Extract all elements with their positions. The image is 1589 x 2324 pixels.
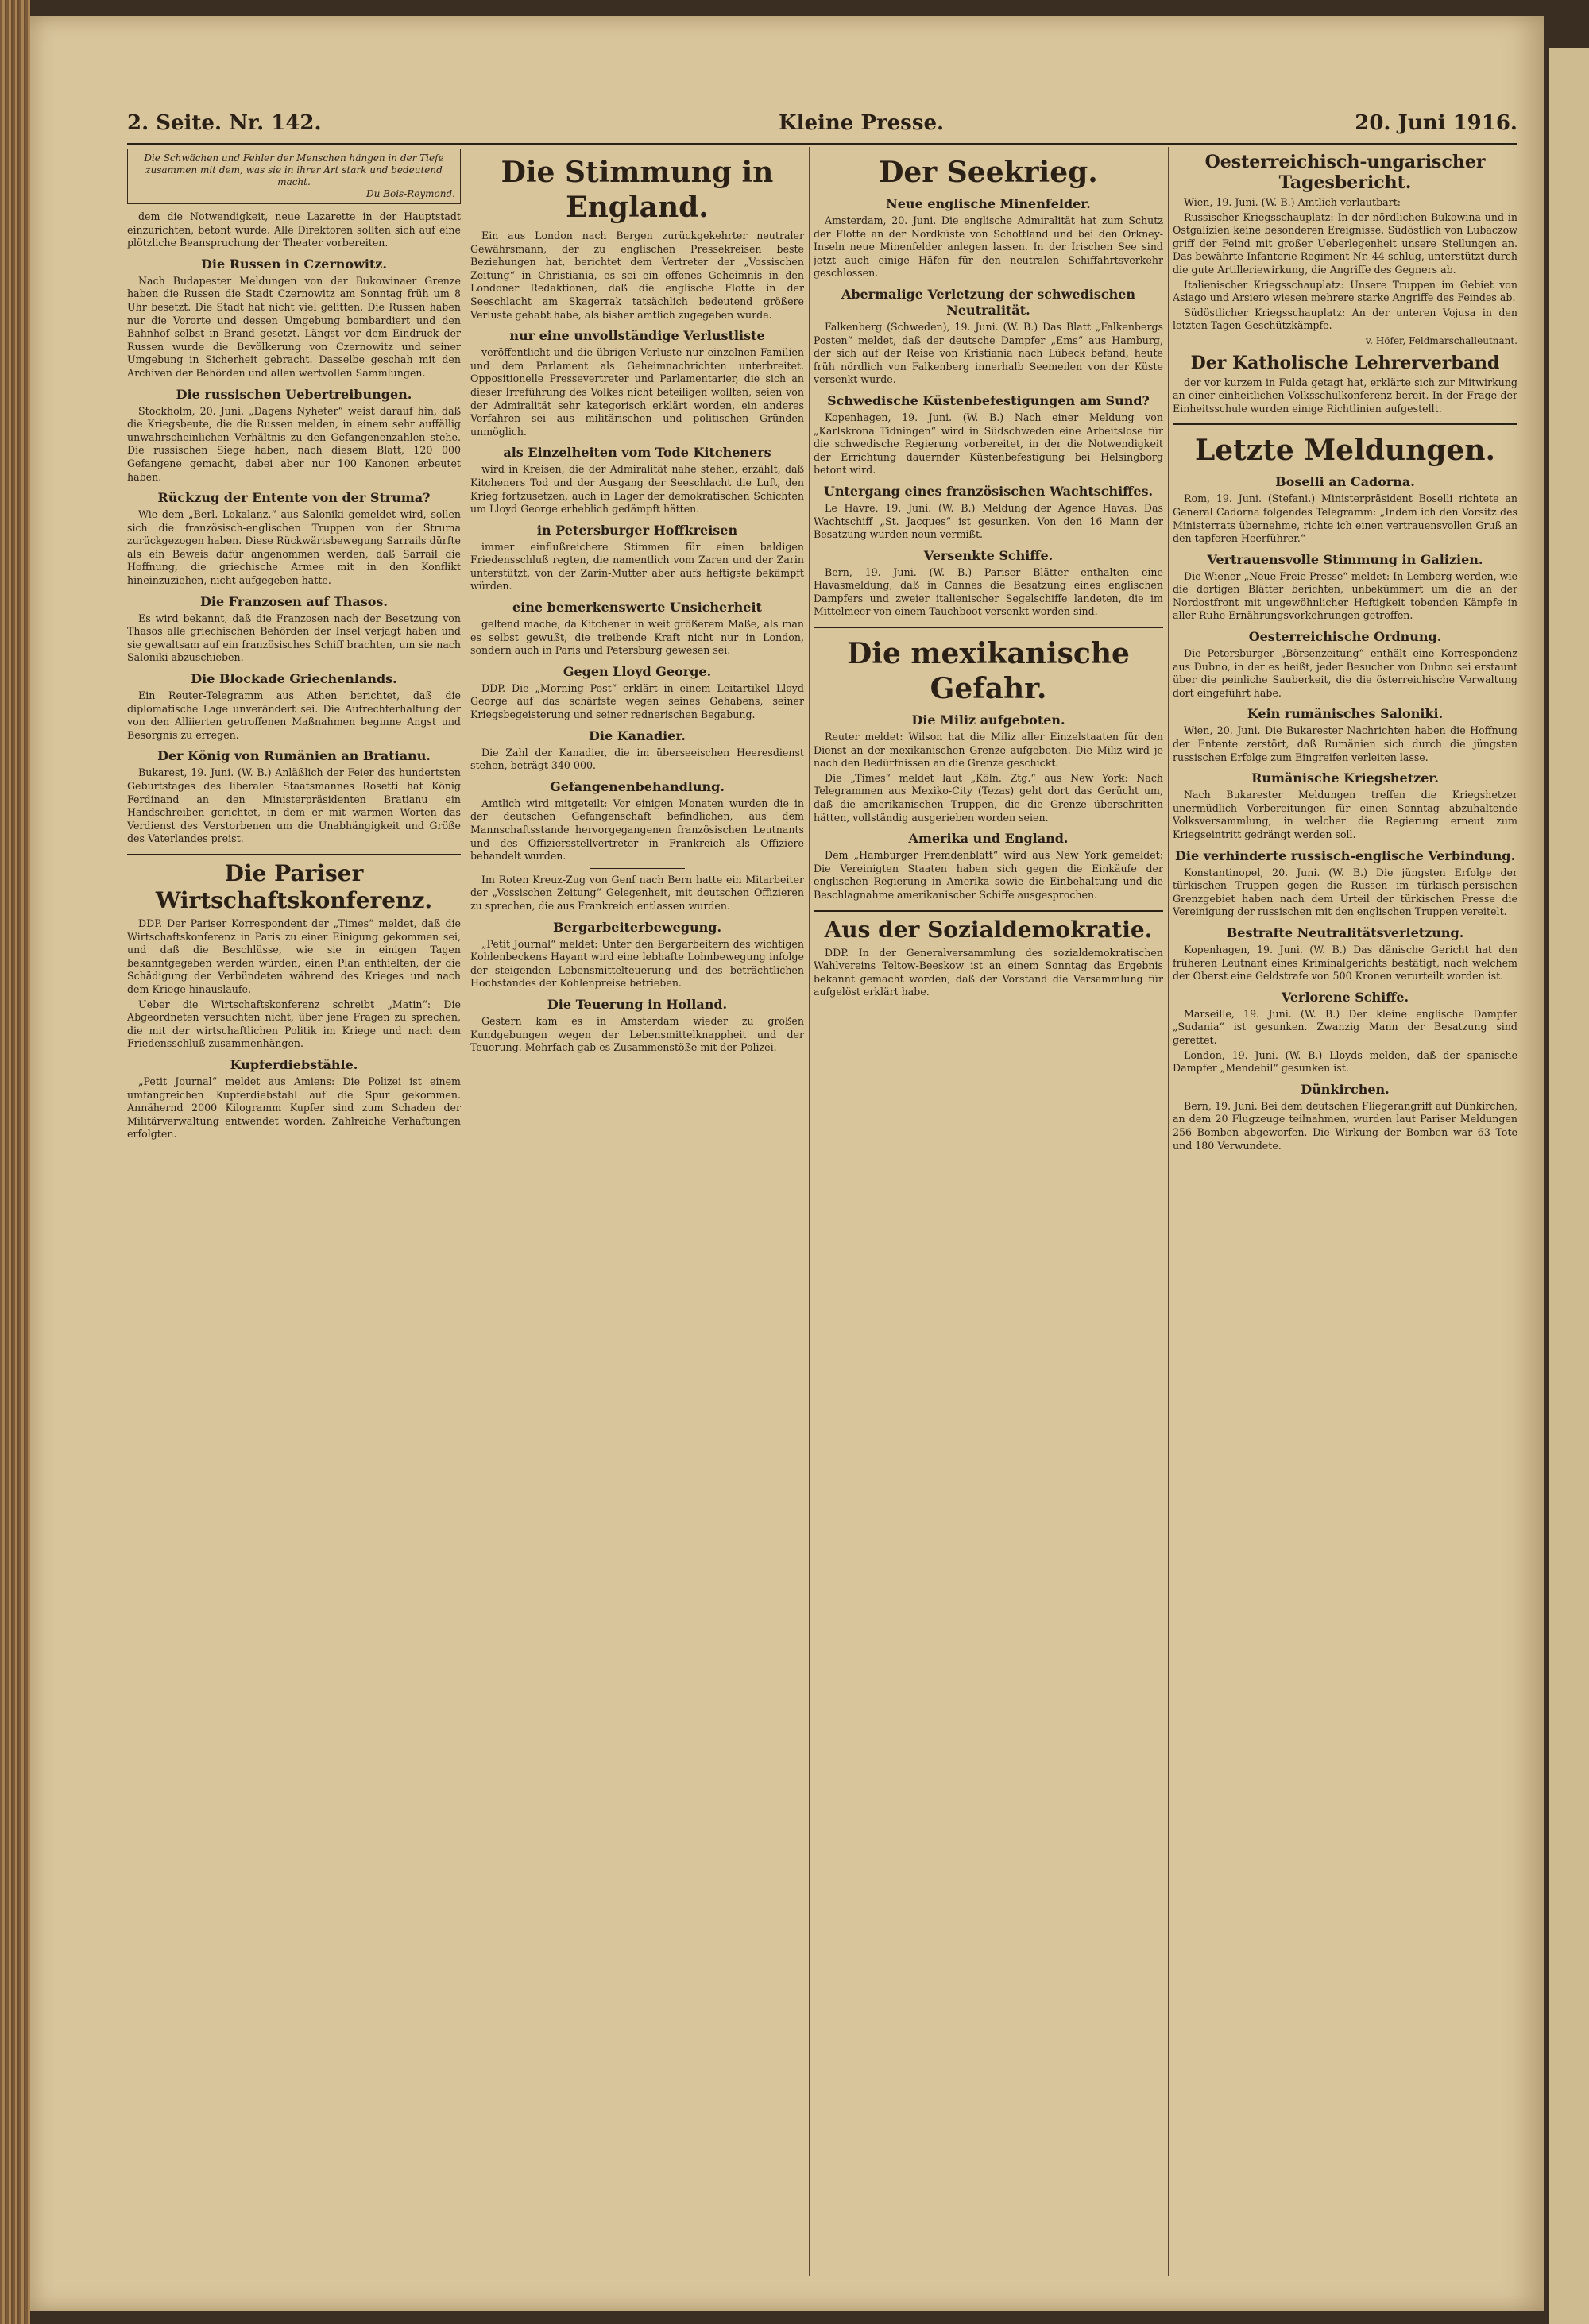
article-heading: Die Russen in Czernowitz. <box>201 256 387 272</box>
article-text: Le Havre, 19. Juni. (W. B.) Meldung der Agence Havas. Das Wachtschiff „St. Jacques“ ist gesunken. Von den 16 Mann der Besatzung wurden neun vermißt. <box>814 501 1163 541</box>
article-text: der vor kurzem in Fulda getagt hat, erklärte sich zur Mitwirkung an einer einheitlichen Volksschulkonferenz bereit. In der Frage der Einheitsschule wurden einige Richtlinien aufgestellt. <box>1173 376 1517 415</box>
article-heading: Bestrafte Neutralitätsverletzung. <box>1226 925 1464 940</box>
article-text: DDP. Die „Morning Post“ erklärt in einem Leitartikel Lloyd George auf das schärfste wegen seines Gehabens, seiner Kriegsbegeisterung und seiner rednerischen Begabung. <box>470 681 804 721</box>
column-rule <box>809 147 810 2276</box>
article-heading: Die Pariser Wirtschaftskonferenz. <box>155 859 433 913</box>
article-text: dem die Notwendigkeit, neue Lazarette in der Hauptstadt einzurichten, betont wurde. Alle Direktoren sollten sich auf eine plötzliche Beanspruchung der Theater vorbereiten. <box>127 210 461 249</box>
article-heading: Der König von Rumänien an Bratianu. <box>157 748 431 764</box>
motto-box <box>127 149 461 204</box>
article-text: Ein Reuter-Telegramm aus Athen berichtet, daß die diplomatische Lage unverändert sei. Die Aufrechterhaltung der von den Alliierten getroffenen Maßnahmen beginne Angst und Besorgnis zu erregen. <box>127 689 461 741</box>
article-subheading: in Petersburger Hoffkreisen <box>536 522 738 538</box>
masthead: Kleine Presse. <box>779 111 945 135</box>
article-text: veröffentlicht und die übrigen Verluste nur einzelnen Familien und dem Parlament als Geheimnachrichten unterbreitet. Oppositionelle Pressevertreter und Parlamentarier, die sich an dieser Irreführung des Volkes nicht beteiligen wollten, seien von der Admiralität sehr kategorisch erklärt worden, ein anderes Verfahren sei aus militärischen und politischen Gründen unmöglich. <box>470 346 804 438</box>
article-heading: Oesterreichische Ordnung. <box>1248 629 1442 645</box>
article-text: Im Roten Kreuz-Zug von Genf nach Bern hatte ein Mitarbeiter der „Vossischen Zeitung“ Gelegenheit, mit deutschen Offizieren zu sprechen, die aus Frankreich entlassen wurden. <box>470 873 804 912</box>
article-heading: Oesterreichisch-ungarischer Tagesbericht. <box>1204 152 1486 193</box>
article-text: Gestern kam es in Amsterdam wieder zu großen Kundgebungen wegen der Lebensmittelknappheit und der Teuerung. Mehrfach gab es Zusammenstöße mit der Polizei. <box>470 1014 804 1054</box>
divider <box>1173 423 1517 425</box>
article-text: Nach Bukarester Meldungen treffen die Kriegshetzer unermüdlich Vorbereitungen für einen Sonntag abzuhaltende Volksversammlung, in welcher die Regierung erneut zum Kriegseintritt gedrängt werden soll. <box>1173 789 1517 840</box>
article-heading: Verlorene Schiffe. <box>1281 989 1409 1005</box>
article-text: Kopenhagen, 19. Juni. (W. B.) Nach einer Meldung von „Karlskrona Tidningen“ wird in Südschweden eine Arbeitslose für die schwedische Regierung vorbereitet, in der die Notwendigkeit der Errichtung dauernder Küstenbefestigung bei Helsingborg betont wird. <box>814 411 1163 477</box>
article-heading: Gegen Lloyd George. <box>563 663 712 679</box>
article-text: Die Zahl der Kanadier, die im überseeischen Heeresdienst stehen, beträgt 340 000. <box>470 746 804 772</box>
article-text: Konstantinopel, 20. Juni. (W. B.) Die jüngsten Erfolge der türkischen Truppen gegen die Russen im türkisch-persischen Grenzgebiet haben nach dem Urteil der türkischen Presse die Vereinigung der russischen mit den englischen Truppen vereitelt. <box>1173 866 1517 918</box>
next-page-edge <box>1549 48 1589 2324</box>
article-text: Die Wiener „Neue Freie Presse“ meldet: In Lemberg werden, wie die dortigen Blätter berichten, unbekümmert um die an der Nordostfront mit ungewöhnlicher Heftigkeit tobenden Kämpfe in aller Ruhe Ernährungsvorkehrungen getroffen. <box>1173 569 1517 622</box>
column-3 <box>814 147 1163 2283</box>
book-spine <box>0 0 30 2324</box>
section-heading: Letzte Meldungen. <box>1194 434 1496 468</box>
divider <box>814 910 1163 912</box>
article-heading: Amerika und England. <box>908 831 1069 847</box>
divider <box>590 868 685 869</box>
article-heading: Abermalige Verletzung der schwedischen Neutralität. <box>841 286 1136 318</box>
article-heading: Der Seekrieg. <box>879 156 1098 189</box>
article-text: Ein aus London nach Bergen zurückgekehrter neutraler Gewährsmann, der zu englischen Pressekreisen beste Beziehungen hat, berichtet dem Vertreter der „Vossischen Zeitung“ in Christiania, es sei ein offenes Geheimnis in den Londoner Redaktionen, daß die englische Flotte in der Seeschlacht am Skagerrak tatsächlich bedeutend größere Verluste gehabt habe, als bisher amtlich zugegeben wurde. <box>470 230 804 321</box>
article-heading: Boselli an Cadorna. <box>1275 474 1415 490</box>
page-header <box>127 111 1517 145</box>
article-text: Die Petersburger „Börsenzeitung“ enthält eine Korrespondenz aus Dubno, in der es heißt, jeder Besucher von Dubno sei erstaunt über die peinliche Sauberkeit, die die österreichische Verwaltung dort eingeführt habe. <box>1173 647 1517 699</box>
column-4 <box>1173 147 1517 2283</box>
article-heading: Rumänische Kriegshetzer. <box>1251 770 1439 786</box>
article-text: Bern, 19. Juni. (W. B.) Pariser Blätter enthalten eine Havasmeldung, daß in Cannes die Besatzung eines englischen Dampfers und zweier italienischer Segelschiffe landeten, die im Mittelmeer von einem Tauchboot versenkt worden sind. <box>814 566 1163 618</box>
page-number: 2. Seite. Nr. 142. <box>127 111 322 135</box>
issue-date: 20. Juni 1916. <box>1355 111 1517 135</box>
article-text: Amsterdam, 20. Juni. Die englische Admiralität hat zum Schutz der Flotte an der Nordküste von Schottland und bei den Orkney-Inseln neue Minenfelder anlegen lassen. In der Irischen See sind jetzt auch einige Häfen für den neutralen Schiffahrtsverkehr geschlossen. <box>814 214 1163 280</box>
article-heading: Die russischen Uebertreibungen. <box>176 386 412 402</box>
article-text: Bukarest, 19. Juni. (W. B.) Anläßlich der Feier des hundertsten Geburtstages des liberalen Staatsmannes Rosetti hat König Ferdinand an den Ministerpräsidenten Bratianu ein Handschreiben gerichtet, in dem er mit warmen Worten das Verdienst des Verstorbenen um die Unabhängigkeit und Größe des Vaterlandes preist. <box>127 766 461 845</box>
article-text: Falkenberg (Schweden), 19. Juni. (W. B.) Das Blatt „Falkenbergs Posten“ meldet, daß der deutsche Dampfer „Ems“ aus Hamburg, der sich auf der Reise von Kristiania nach Lübeck befand, heute früh nördlich von Falkenberg innerhalb Seemeilen von der Küste versenkt wurde. <box>814 320 1163 386</box>
article-heading: Die verhinderte russisch-englische Verbindung. <box>1174 847 1516 863</box>
article-text: Marseille, 19. Juni. (W. B.) Der kleine englische Dampfer „Sudania“ ist gesunken. Zwanzig Mann der Besatzung sind gerettet. <box>1173 1007 1517 1046</box>
signature: v. Höfer, Feldmarschalleutnant. <box>1365 334 1517 346</box>
article-text: Russischer Kriegsschauplatz: In der nördlichen Bukowina und in Ostgalizien keine besonderen Ereignisse. Südöstlich von Lubaczow griff der Feind mit großer Ueberlegenheit unsere Stellungen an. Das bewährte Infanterie-Regiment Nr. 44 schlug, unterstützt durch die gute Artilleriewirkung, die Angriffe des Gegners ab. <box>1173 210 1517 276</box>
article-heading: Vertrauensvolle Stimmung in Galizien. <box>1207 551 1483 567</box>
article-heading: Die Teuerung in Holland. <box>547 996 728 1012</box>
article-text: Dem „Hamburger Fremdenblatt“ wird aus New York gemeldet: Die Vereinigten Staaten haben sich gegen die Einkäufe der englischen Regierung in Amerika sowie die Einbehaltung und die Beschlagnahme amerikanischer Schiffe ausgesprochen. <box>814 849 1163 901</box>
article-text: Nach Budapester Meldungen von der Bukowinaer Grenze haben die Russen die Stadt Czernowitz am Sonntag früh um 8 Uhr besetzt. Die Stadt hat nicht viel gelitten. Die Russen haben nur die Vororte und dessen Umgebung bombardiert und den Bahnhof selbst in Brand gesetzt. Längst vor dem Eindruck der Russen wurde die Bevölkerung von Czernowitz und seiner Umgebung in Sicherheit gebracht. Dasselbe geschah mit den Archiven der Behörden und allen wertvollen Sammlungen. <box>127 274 461 379</box>
article-text: Italienischer Kriegsschauplatz: Unsere Truppen im Gebiet von Asiago und Arsiero wiesen mehrere starke Angriffe des Feindes ab. <box>1173 278 1517 304</box>
article-text: wird in Kreisen, die der Admiralität nahe stehen, erzählt, daß Kitcheners Tod und der Ausgang der Seeschlacht die Luft, den Krieg fortzusetzen, auch in Lager der demokratischen Schichten um Lloyd George erheblich gedämpft hätten. <box>470 463 804 515</box>
article-text: DDP. In der Generalversammlung des sozialdemokratischen Wahlvereins Teltow-Beeskow ist an einem Sonntag das Ergebnis bekannt gemacht worden, daß der Vorstand die Versammlung für aufgelöst erklärt habe. <box>814 946 1163 998</box>
article-text: Es wird bekannt, daß die Franzosen nach der Besetzung von Thasos alle griechischen Behörden der Insel verjagt haben und sie gewaltsam auf ein französisches Schiff brachten, um sie nach Saloniki abzuschieben. <box>127 612 461 664</box>
article-text: Ueber die Wirtschaftskonferenz schreibt „Matin“: Die Abgeordneten versuchten nicht, über jene Fragen zu sprechen, die mit der wirtschaftlichen Politik im Kriege und nach dem Friedensschluß zusammenhängen. <box>127 998 461 1050</box>
article-heading: Die Miliz aufgeboten. <box>911 712 1065 728</box>
article-heading: Die Stimmung in England. <box>501 156 774 224</box>
article-text: Stockholm, 20. Juni. „Dagens Nyheter“ weist darauf hin, daß die Kriegsbeute, die die Russen melden, in einem sehr auffällig unwahrscheinlichen Verhältnis zu den Gefangenenzahlen stehe. Die russischen Siege haben, nach diesem Blatt, 120 000 Gefangene gemacht, dabei aber nur 100 Kanonen erbeutet haben. <box>127 404 461 483</box>
article-text: Südöstlicher Kriegsschauplatz: An der unteren Vojusa in den letzten Tagen Geschützkämpfe. <box>1173 306 1517 332</box>
article-text: Bern, 19. Juni. Bei dem deutschen Fliegerangriff auf Dünkirchen, an dem 20 Flugzeuge teilnahmen, wurden laut Pariser Meldungen 256 Bomben abgeworfen. Die Wirkung der Bomben war 63 Tote und 180 Verwundete. <box>1173 1099 1517 1152</box>
motto-author: Du Bois-Reymond. <box>365 188 455 199</box>
article-subheading: eine bemerkenswerte Unsicherheit <box>512 600 762 616</box>
article-subheading: als Einzelheiten vom Tode Kitcheners <box>503 445 771 461</box>
article-heading: Untergang eines französischen Wachtschiffes. <box>823 483 1154 499</box>
divider <box>814 627 1163 628</box>
article-heading: Die Kanadier. <box>589 728 686 743</box>
article-text: Wie dem „Berl. Lokalanz.“ aus Saloniki gemeldet wird, sollen sich die französisch-englischen Truppen von der Struma zurückgezogen haben. Diese Rückwärtsbewegung Sarrails dürfte als ein Beweis dafür angenommen werden, daß Sarrail die Hoffnung, die griechische Armee mit in den Konflikt hineinzuziehen, nicht aufgegeben hatte. <box>127 508 461 587</box>
article-text: immer einflußreichere Stimmen für einen baldigen Friedensschluß regten, die namentlich vom Zaren und der Zarin unterstützt, von der Zarin-Mutter aber aufs heftigste bekämpft würden. <box>470 540 804 593</box>
article-heading: Versenkte Schiffe. <box>923 547 1054 563</box>
article-text: Reuter meldet: Wilson hat die Miliz aller Einzelstaaten für den Dienst an der mexikanischen Grenze aufgeboten. Die Miliz wird je nach den Bedürfnissen an die Grenze geschickt. <box>814 731 1163 770</box>
article-text: Wien, 19. Juni. (W. B.) Amtlich verlautbart: <box>1184 196 1401 208</box>
article-subheading: nur eine unvollständige Verlustliste <box>509 328 765 344</box>
article-heading: Kein rumänisches Saloniki. <box>1247 706 1444 722</box>
article-heading: Dünkirchen. <box>1301 1081 1390 1097</box>
column-2 <box>470 147 804 2283</box>
article-text: DDP. Der Pariser Korrespondent der „Times“ meldet, daß die Wirtschaftskonferenz in Paris zu einer Einigung gekommen sei, und daß die Beschlüsse, wie sie in einigen Tagen bekanntgegeben werden würden, einen Plan enthielten, der die Schädigung der Verbündeten während des Krieges und nach dem Kriege hinauslaufe. <box>127 917 461 995</box>
column-rule <box>1168 147 1169 2276</box>
motto-text: Die Schwächen und Fehler der Menschen hängen in der Tiefe zusammen mit dem, was sie in ihrer Art stark und bedeutend macht. <box>144 152 444 187</box>
article-text: Amtlich wird mitgeteilt: Vor einigen Monaten wurden die in der deutschen Gefangenschaft befindlichen, aus dem Mannschaftsstande hervorgegangenen französischen Leutnants und des Offiziersstellvertreter in Frankreich als Offiziere behandelt wurden. <box>470 797 804 863</box>
article-heading: Aus der Sozialdemokratie. <box>824 916 1153 943</box>
article-heading: Die Blockade Griechenlands. <box>191 671 397 687</box>
article-heading: Die Franzosen auf Thasos. <box>200 593 388 609</box>
article-text: „Petit Journal“ meldet aus Amiens: Die Polizei ist einem umfangreichen Kupferdiebstahl auf die Spur gekommen. Annähernd 2000 Kilogramm Kupfer sind zum Schaden der Militärverwaltung entwendet worden. Zahlreiche Verhaftungen erfolgten. <box>127 1075 461 1141</box>
article-text: London, 19. Juni. (W. B.) Lloyds melden, daß der spanische Dampfer „Mendebil“ gesunken ist. <box>1173 1048 1517 1075</box>
article-text: Wien, 20. Juni. Die Bukarester Nachrichten haben die Hoffnung der Entente zerstört, daß Rumänien sich durch die jüngsten russischen Erfolge zum Eingreifen verleiten lasse. <box>1173 724 1517 763</box>
article-heading: Rückzug der Entente von der Struma? <box>157 490 431 506</box>
article-text: Kopenhagen, 19. Juni. (W. B.) Das dänische Gericht hat den früheren Leutnant eines Kriminalgerichts bestätigt, nach welchem der Oberst eine Geldstrafe von 500 Kronen verurteilt worden ist. <box>1173 943 1517 982</box>
article-text: Rom, 19. Juni. (Stefani.) Ministerpräsident Boselli richtete an General Cadorna folgendes Telegramm: „Indem ich den Vorsitz des Ministerrats übernehme, richte ich einen vertrauensvollen Gruß an den tapferen Heerführer.“ <box>1173 492 1517 545</box>
article-heading: Kupferdiebstähle. <box>230 1056 358 1072</box>
column-1 <box>127 147 461 2283</box>
article-text: geltend mache, da Kitchener in weit größerem Maße, als man es selbst gewußt, die treibende Kraft nicht nur in London, sondern auch in Paris und Petersburg gewesen sei. <box>470 618 804 657</box>
article-heading: Gefangenenbehandlung. <box>550 778 725 794</box>
article-heading: Der Katholische Lehrerverband <box>1190 352 1500 373</box>
article-heading: Bergarbeiterbewegung. <box>552 919 722 935</box>
article-heading: Schwedische Küstenbefestigungen am Sund? <box>827 392 1150 408</box>
article-heading: Neue englische Minenfelder. <box>886 196 1091 211</box>
article-text: Die „Times“ meldet laut „Köln. Ztg.“ aus New York: Nach Telegrammen aus Mexiko-City (Tezas) geht dort das Gerücht um, daß die amerikanischen Truppen, die die Grenze überschritten hätten, vollständig ausgerieben worden seien. <box>814 771 1163 824</box>
article-text: „Petit Journal“ meldet: Unter den Bergarbeitern des wichtigen Kohlenbeckens Hayant wird eine lebhafte Lohnbewegung infolge der steigenden Lebensmittelteuerung und des beträchtlichen Hochstandes der Kohlenpreise betrieben. <box>470 937 804 990</box>
article-heading: Die mexikanische Gefahr. <box>847 637 1130 706</box>
divider <box>127 854 461 855</box>
